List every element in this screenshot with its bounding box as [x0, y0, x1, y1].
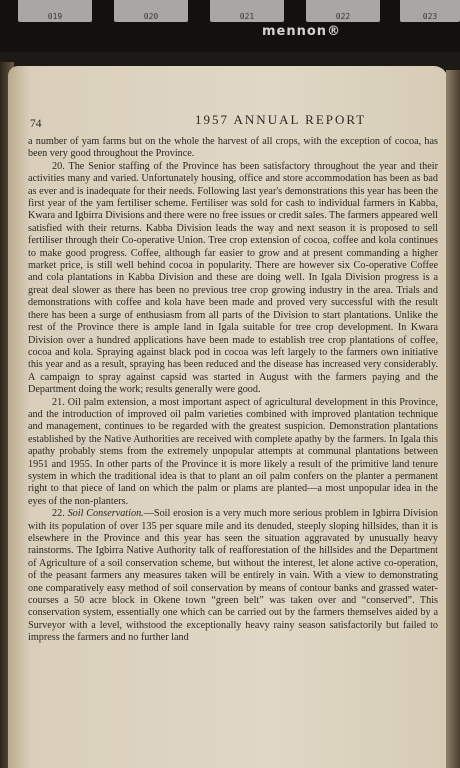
frame-number: 019	[47, 12, 63, 21]
paragraph-continuation	[28, 136, 438, 161]
film-frame	[400, 0, 460, 22]
page-header	[30, 112, 440, 132]
body-text	[28, 136, 438, 645]
film-frame	[18, 0, 92, 22]
frame-number: 020	[143, 12, 159, 21]
film-strip	[0, 0, 460, 52]
frame-number: 021	[239, 12, 255, 21]
film-frame	[114, 0, 188, 22]
film-frame	[306, 0, 380, 22]
paragraph-21	[28, 397, 438, 509]
running-title: 1957 ANNUAL REPORT	[195, 112, 367, 127]
brand-logo: mennon®	[262, 24, 342, 39]
paragraph-text: —Soil erosion is a very much more serious problem in Igbirra Division with its population of over 135 per square mile and its denuded, steeply sloping hillsides, than it is elsewhere in the Province and this year has seen the situation aggravated by unusually heavy rainstorms. The Igbirra Native Authority talk of reafforestation of the hillsides and the Department of Agriculture of a soil conservation scheme, but without the interest, let alone active co-operation, of the peasant farmers any measures taken will be entirely in vain. With a view to demonstrating one comparatively easy method of soil conservation by means of contour banks and grassed water-courses a 50 acre block in Okene town “green belt” was taken over and “conserved”. This conservation system, essentially one which can be carried out by the farmers themselves aided by a Surveyor with a level, withstood the exceptionally heavy rainy season satisfactorily but failed to impress the farmers and no further land	[28, 508, 439, 644]
document-page	[8, 66, 448, 768]
paragraph-22	[28, 508, 438, 644]
paragraph-number: 21.	[52, 396, 65, 408]
paragraph-text: The Senior staffing of the Province has been satisfactory throughout the year and their activities many and varied. Unfortunately housing, office and store accommodation has been as bad as ever and is inadequate for their needs. Following last year's demonstrations this year has been the first year of the yam fertiliser scheme. Fertiliser was sold for cash to individual farmers in Kabba, Kwara and Igbirra Divisions and there were no free issues or credit sales. The farmers appeared well satisfied with their returns. Kabba Division leads the way and next season it is proposed to sell fertiliser through their Co-operative Union. Tree crop extension of cocoa, coffee and kola continues to make good progress. Coffee, although far easier to grow and at present commanding a higher market price, is still well behind cocoa in popularity. There are however six Co-operative Coffee and cola plantations in Kabba Division and these are doing well. In Igala Division progress is a great deal slower as there has been no previous tree crop growing industry in the area. Trials and demonstrations with coffee and kola have been made and proved very successful with the result there has been a surge of enthusiasm from all parts of the Division to start plantations. Unlike the rest of the Province there is ample land in Igala suitable for tree crop development. In Kwara Division over a hundred applications have been made to establish tree crop plantations of coffee, cocoa and kola. Spraying against black pod in cocoa was left largely to the farmers own initiative this year and as a result, spraying has been reduced and the disease has increased very considerably. A campaign to spray against capsid was started in August with the farmers paying and the Department doing the work; results generally were good.	[28, 160, 438, 396]
paragraph-number: 20.	[52, 160, 65, 172]
film-frame	[210, 0, 284, 22]
paragraph-text: a number of yam farms but on the whole the harvest of all crops, with the exception of cocoa, has been very good throughout the Province.	[28, 136, 438, 160]
page-number: 74	[30, 118, 42, 130]
page-edge	[446, 70, 460, 768]
frame-number: 022	[335, 12, 351, 21]
paragraph-text: Oil palm extension, a most important aspect of agricultural development in this Province, and the introduction of improved oil palm varieties combined with improved plantation technique and management, continues to be regarded with the greatest suspicion. Demonstration plantations established by the Native Authorities are received with complete apathy by the farmers. In Igala this apathy probably stems from the extremely unpopular attempts at communal plantations between 1951 and 1955. In other parts of the Province it is more likely a result of the primitive land tenure system in which the traditional idea is that to plant an oil palm confers on the planter a permanent right to that piece of land on which the palm or plams are planted—a most unpopular idea in the eyes of the non-planters.	[28, 396, 439, 507]
section-heading: Soil Conservation.	[67, 508, 144, 520]
frame-number: 023	[422, 12, 438, 21]
paragraph-number: 22.	[52, 508, 65, 520]
paragraph-20	[28, 161, 438, 397]
